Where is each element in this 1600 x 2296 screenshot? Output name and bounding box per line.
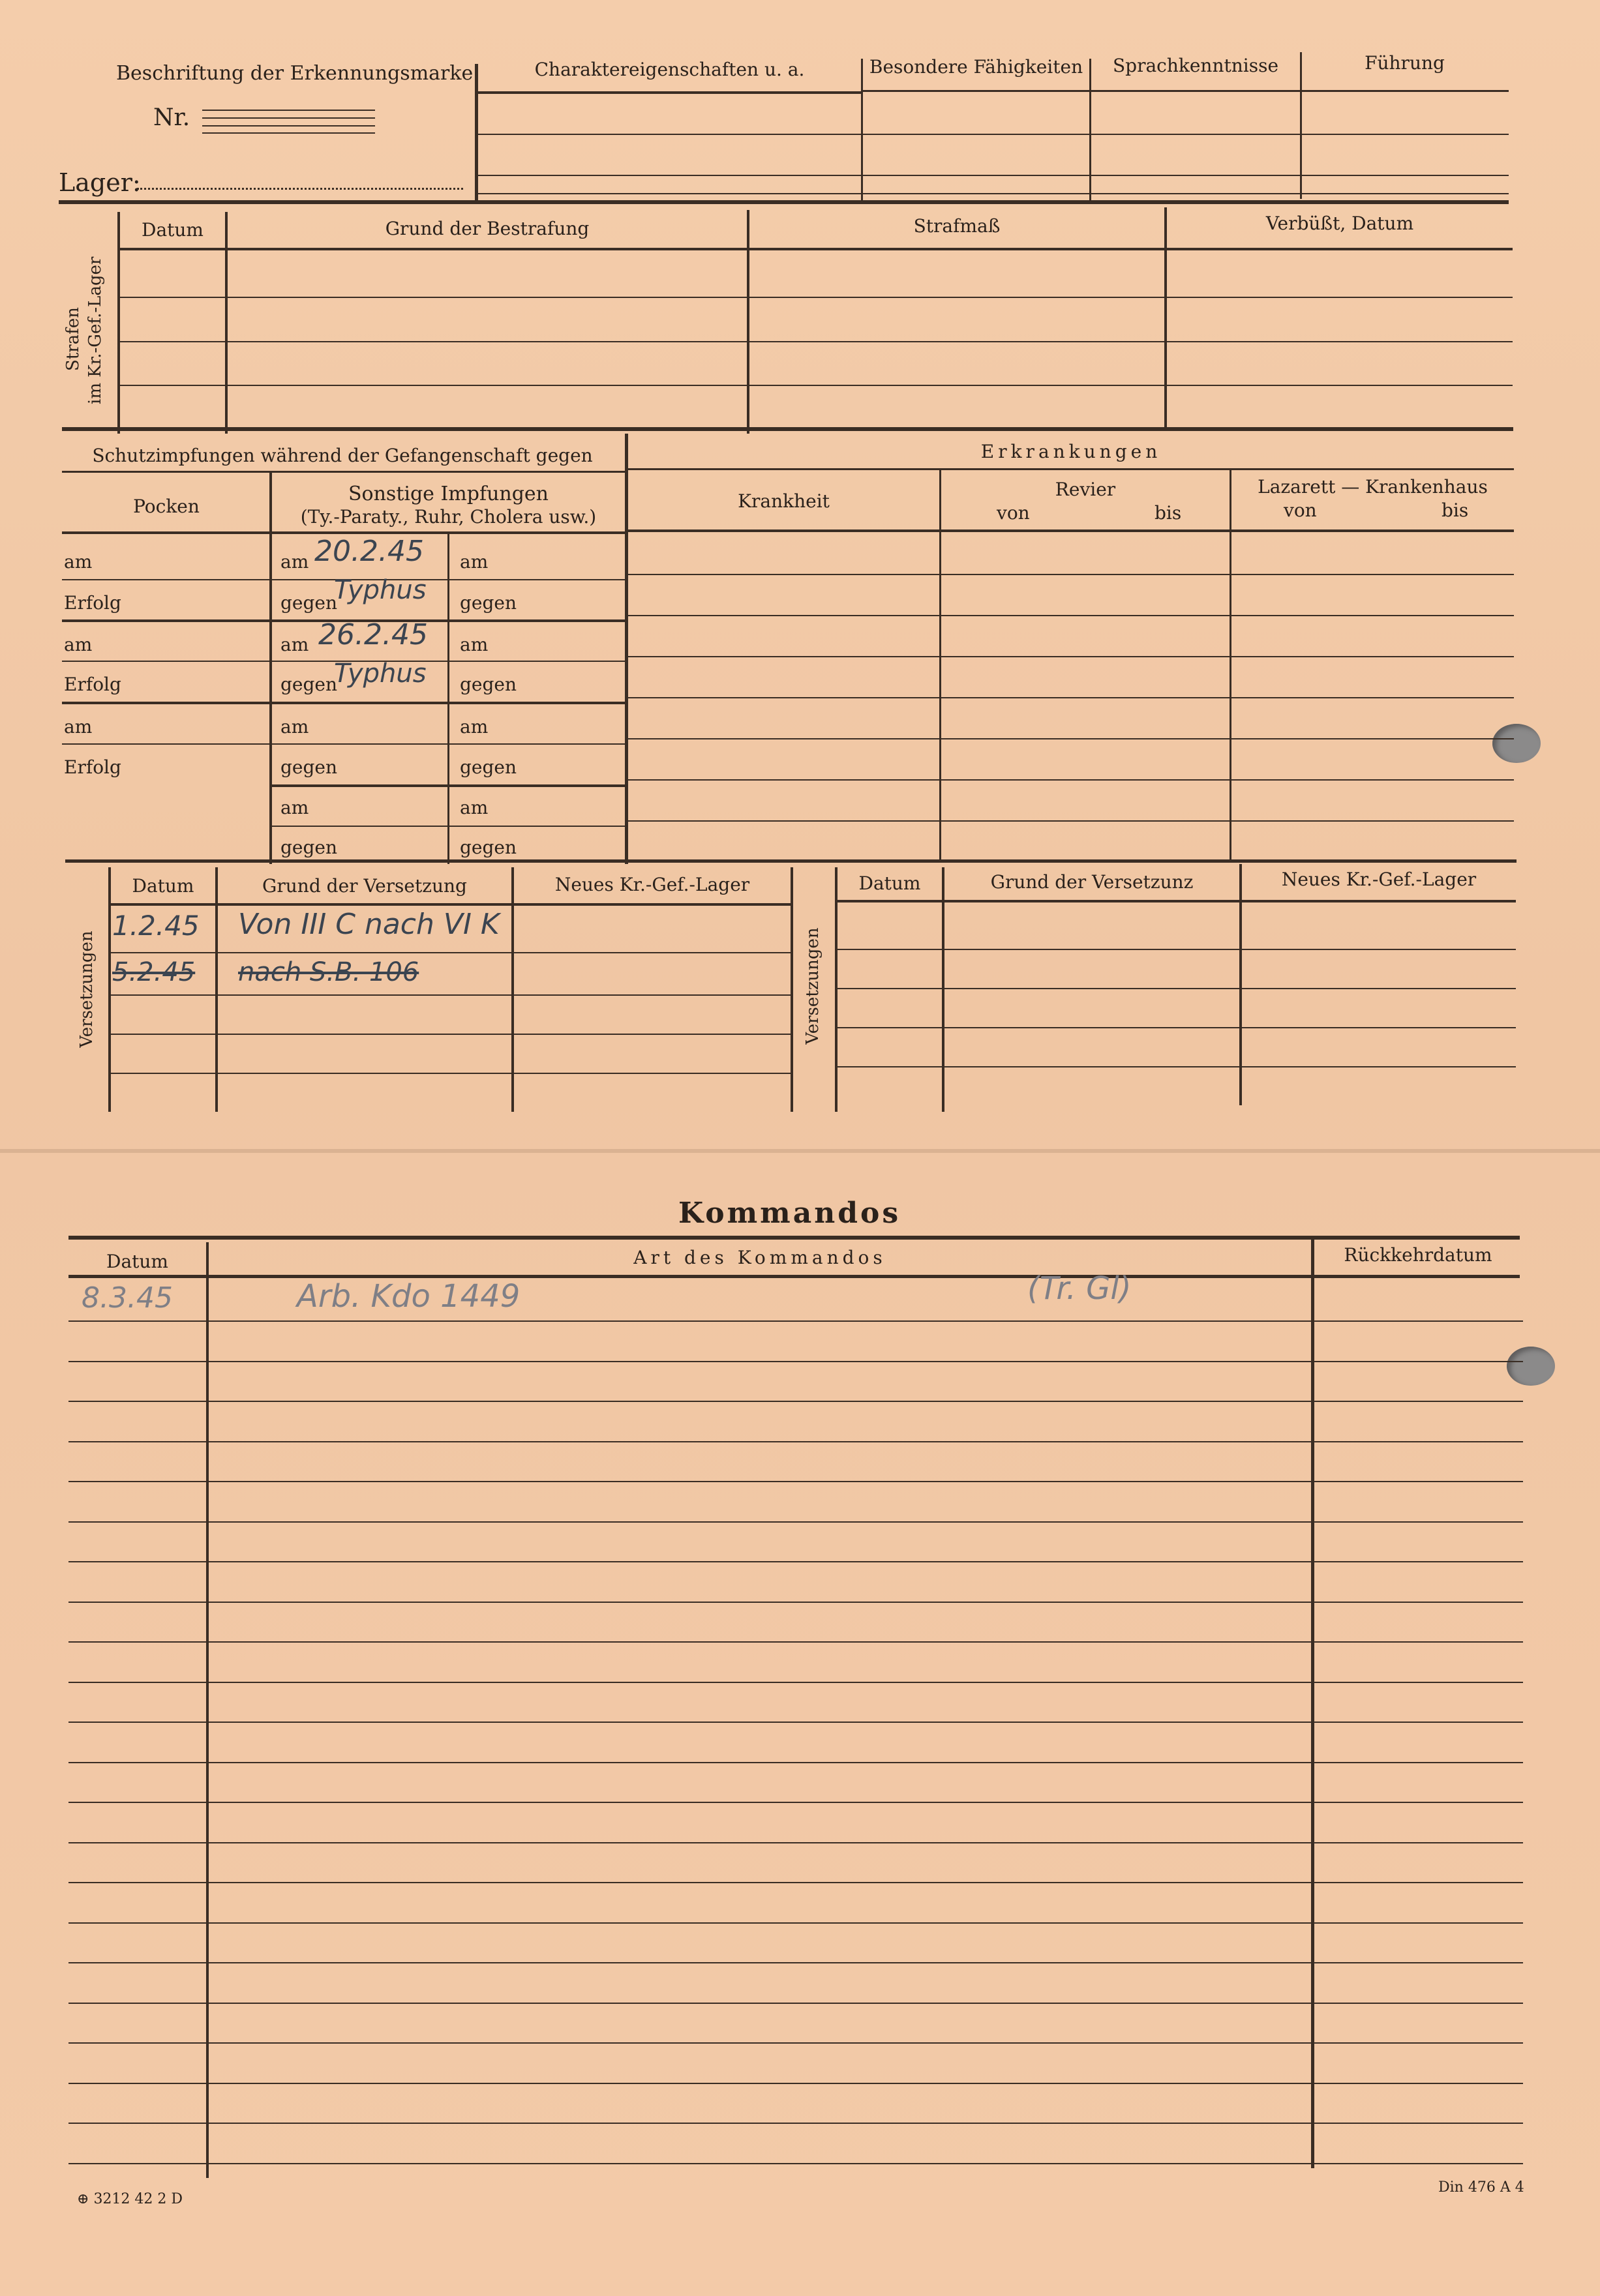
- kommandos-row-line: [68, 1842, 1523, 1843]
- illness-lazarett: Lazarett — Krankenhaus: [1258, 476, 1488, 498]
- col-pun-reason: Grund der Bestrafung: [385, 218, 590, 239]
- vacc-other-sub: (Ty.-Paraty., Ruhr, Cholera usw.): [300, 506, 597, 528]
- col-pun-served: Verbüßt, Datum: [1265, 213, 1414, 234]
- kommandos-title: Kommandos: [678, 1197, 901, 1230]
- illness-krankheit: Krankheit: [738, 490, 830, 512]
- col-abilities: Besondere Fähigkeiten: [869, 56, 1083, 78]
- vacc-date-2: 26.2.45: [318, 618, 428, 651]
- kommandos-row-line: [68, 2042, 1523, 2044]
- kommandos-row-line: [68, 1361, 1523, 1362]
- fold-line: [0, 1149, 1600, 1153]
- lager-field-line: [137, 188, 463, 191]
- kommandos-row-line: [68, 1602, 1523, 1603]
- vacc-against-1: Typhus: [334, 575, 427, 605]
- vacc-other-title: Sonstige Impfungen: [348, 483, 549, 505]
- form-number: ⊕ 3212 42 2 D: [77, 2191, 183, 2207]
- col-pun-date: Datum: [142, 219, 204, 241]
- pocken-am-3: am: [64, 716, 93, 738]
- other2-am-3: am: [460, 716, 489, 738]
- other2-am-2: am: [460, 634, 489, 655]
- transfer-date-2: 5.2.45: [112, 957, 196, 987]
- din-label: Din 476 A 4: [1438, 2179, 1524, 2196]
- pocken-erfolg-3: Erfolg: [64, 756, 121, 778]
- kommandos-row-line: [68, 1641, 1523, 1643]
- lager-label: Lager:: [59, 168, 141, 197]
- col-pun-measure: Strafmaß: [913, 215, 1001, 237]
- transfer-reason-1: Von III C nach VI K: [238, 908, 500, 941]
- vacc-against-2: Typhus: [334, 659, 427, 689]
- other-gegen-3: gegen: [280, 756, 338, 778]
- vacc-title: Schutzimpfungen während der Gefangenschaft gegen: [92, 445, 593, 466]
- kommandos-row-line: [68, 1722, 1523, 1723]
- vacc-date-1: 20.2.45: [314, 535, 424, 568]
- kommandos-row-line: [68, 1762, 1523, 1763]
- other2-gegen-1: gegen: [460, 592, 517, 614]
- revier-bis: bis: [1155, 502, 1182, 524]
- other2-am-4: am: [460, 797, 489, 818]
- kommandos-row-line: [68, 1922, 1523, 1924]
- kommandos-row-line: [68, 1441, 1523, 1442]
- other2-gegen-4: gegen: [460, 837, 517, 858]
- pocken-erfolg-1: Erfolg: [64, 592, 121, 614]
- vacc-pocken: Pocken: [133, 496, 200, 517]
- other-am-2: am: [280, 634, 309, 655]
- kommandos-row-line: [68, 1401, 1523, 1402]
- pocken-erfolg-2: Erfolg: [64, 674, 121, 695]
- kommandos-row-line: [68, 1962, 1523, 1963]
- kommandos-row-line: [68, 2163, 1523, 2164]
- other2-gegen-3: gegen: [460, 756, 517, 778]
- form-mark-icon: ⊕: [77, 2191, 89, 2207]
- transfers-side-label-right: Versetzungen: [803, 927, 823, 1045]
- other-am-1: am: [280, 551, 309, 573]
- col-k-date: Datum: [106, 1251, 168, 1272]
- other2-am-1: am: [460, 551, 489, 573]
- lazarett-von: von: [1284, 499, 1317, 521]
- kommandos-row-line: [68, 1521, 1523, 1523]
- other-gegen-4: gegen: [280, 837, 338, 858]
- kommandos-row-line: [68, 1882, 1523, 1883]
- other-am-4: am: [280, 797, 309, 818]
- transfers-side-label-left: Versetzungen: [77, 931, 97, 1048]
- nr-field-line: [202, 110, 375, 111]
- pocken-am-1: am: [64, 551, 93, 573]
- transfer-reason-2: nach S.B. 106: [238, 957, 419, 987]
- col-k-return: Rückkehrdatum: [1344, 1244, 1492, 1266]
- kommando-date-1: 8.3.45: [82, 1281, 173, 1315]
- punishments-side-label: Strafen im Kr.-Gef.-Lager: [63, 256, 105, 404]
- kommandos-row-line: [68, 1481, 1523, 1482]
- punch-hole-upper: [1492, 724, 1541, 763]
- tag-label: Beschriftung der Erkennungsmarke: [116, 62, 474, 85]
- punch-hole-lower: [1507, 1347, 1555, 1386]
- col-tr-reason-right: Grund der Versetzunz: [990, 871, 1194, 893]
- kommandos-row-line: [68, 1682, 1523, 1683]
- kommandos-row-line: [68, 2003, 1523, 2004]
- col-tr-date-right: Datum: [858, 872, 921, 894]
- kommando-type-1: Arb. Kdo 1449: [297, 1278, 521, 1315]
- col-conduct: Führung: [1365, 52, 1445, 74]
- lazarett-bis: bis: [1442, 499, 1469, 521]
- col-character: Charaktereigenschaften u. a.: [534, 59, 805, 80]
- kommandos-row-line: [68, 2123, 1523, 2124]
- col-languages: Sprachkenntnisse: [1112, 55, 1279, 76]
- col-tr-camp-right: Neues Kr.-Gef.-Lager: [1281, 869, 1477, 890]
- kommandos-row-line: [68, 2083, 1523, 2084]
- col-k-type: Art des Kommandos: [633, 1247, 886, 1268]
- nr-label: Nr.: [153, 104, 190, 131]
- other2-gegen-2: gegen: [460, 674, 517, 695]
- other-gegen-1: gegen: [280, 592, 338, 614]
- kommandos-row-line: [68, 1320, 1523, 1322]
- col-tr-date-left: Datum: [132, 875, 194, 897]
- transfer-date-1: 1.2.45: [112, 910, 200, 942]
- illness-revier: Revier: [1055, 479, 1116, 500]
- pocken-am-2: am: [64, 634, 93, 655]
- col-tr-camp-left: Neues Kr.-Gef.-Lager: [554, 874, 750, 895]
- revier-von: von: [997, 502, 1030, 524]
- col-tr-reason-left: Grund der Versetzung: [262, 875, 467, 897]
- kommandos-row-line: [68, 1561, 1523, 1562]
- other-am-3: am: [280, 716, 309, 738]
- kommandos-row-line: [68, 1802, 1523, 1803]
- kommando-note-1: (Tr. Gl): [1027, 1270, 1132, 1307]
- other-gegen-2: gegen: [280, 674, 338, 695]
- illness-title: Erkrankungen: [980, 441, 1162, 462]
